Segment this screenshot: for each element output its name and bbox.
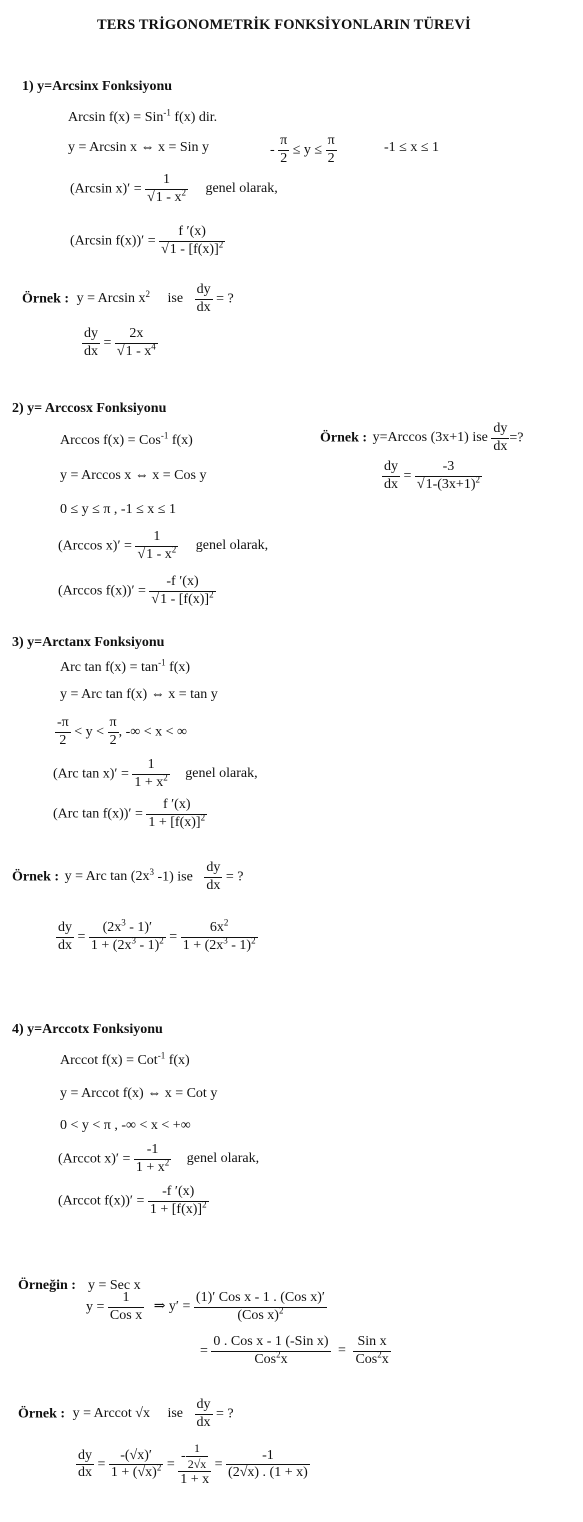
arccos-example-solution: $\frac{dy}{dx}$ = $\frac{-3}{√1-(3x+1)^2}$ xyxy=(384,459,480,492)
arctan-example: Örnek : y = Arc $\tan (2x^3$ -1) ise $\frac{dy}{dx}$ = ? xyxy=(12,860,244,893)
arctan-example-solution: $\frac{dy}{dx}$ = $\frac{(2x^3 - 1)'}{1 + (2x^3 - 1)^2}$ = $\frac{6x^2}{1 + (2x^3 - 1)^2}$ xyxy=(58,917,256,953)
arcsin-general-derivative: (Arcsin f(x))′ = $\frac{f '(x)}{√1 - [f(x)]^2}$ xyxy=(70,224,224,257)
sec-example-result: = $\frac{\text{0 . Cos x - 1 (-Sin x)}}{Cos^2x}$ = $\frac{\text{Sin x}}{Cos^2x}$ xyxy=(200,1334,389,1367)
arccot-general-derivative: (Arccot f(x))′ = $\frac{-f '(x)}{1 + [f(x)]^2}$ xyxy=(58,1184,207,1217)
arccot-range: 0 < y < π , -∞ < x < +∞ xyxy=(60,1118,191,1133)
arctan-general-derivative: (Arc tan f(x))′ = $\frac{f '(x)}{1 + [f(x)]^2}$ xyxy=(53,797,206,830)
arctan-range: $\frac{-\pi}{2}$ < y < $\frac{\pi}{2}$ , -∞ < x < ∞ xyxy=(57,715,188,748)
arctan-equivalence: y = Arc tan f(x) ⇔ x = tan y xyxy=(60,687,218,702)
arcsin-x-range: -1 ≤ x ≤ 1 xyxy=(384,140,440,155)
arccos-range: 0 ≤ y ≤ π , -1 ≤ x ≤ 1 xyxy=(60,502,176,517)
section-2-heading: 2) y= Arccosx Fonksiyonu xyxy=(12,401,167,416)
arcsin-derivative: (Arcsin x)′ = $\frac{1}{√1 - x^2}$ genel olarak, xyxy=(70,172,278,205)
arccos-definition: Arccos f(x) = Cos$^{-1}$ f(x) xyxy=(60,430,193,448)
arccot-example: Örnek : y = Arccot √x ise $\frac{dy}{dx}$ = ? xyxy=(18,1397,234,1430)
sec-example-line1: y = Sec x xyxy=(88,1278,141,1293)
arcsin-y-range: - $\frac{\pi}{2}$ ≤ y ≤ $\frac{\pi}{2}$ xyxy=(270,133,335,166)
arctan-derivative: (Arc tan x)′ = $\frac{1}{1 + x^2}$ genel olarak, xyxy=(53,757,258,790)
arcsin-definition: Arcsin f(x) = Sin$^{-1}$ f(x) dir. xyxy=(68,107,218,125)
arccot-definition: Arccot f(x) = Cot$^{-1}$ f(x) xyxy=(60,1050,190,1068)
arcsin-example-solution: $\frac{dy}{dx}$ = $\frac{2x}{√1 - x^4}$ xyxy=(84,326,156,359)
page-title: TERS TRİGONOMETRİK FONKSİYONLARIN TÜREVİ xyxy=(97,17,471,33)
section-4-heading: 4) y=Arccotx Fonksiyonu xyxy=(12,1022,163,1037)
section-3-heading: 3) y=Arctanx Fonksiyonu xyxy=(12,635,165,650)
sec-example-label: Örneğin : xyxy=(18,1278,76,1293)
arctan-definition: Arc $\tan f(x) = \tan^{-1} f(x)$ xyxy=(60,657,191,675)
arccos-equivalence: y = Arccos x ⇔ x = Cos y xyxy=(60,468,207,483)
arccos-general-derivative: (Arccos f(x))′ = $\frac{-f '(x)}{√1 - [f(x)]^2}$ xyxy=(58,574,214,607)
arccot-equivalence: y = Arccot f(x) ⇔ x = Cot y xyxy=(60,1086,218,1101)
sec-example-line2: y = $\frac{1}{\text{Cos x}}$ ⇒ y′ = $\frac{\text{(1)′ Cos x - 1 . (Cos x)′}}{(Cos x)^2}$ xyxy=(86,1290,325,1323)
arcsin-equivalence: y = Arcsin x ⇔ x = Sin y xyxy=(68,140,210,155)
arccos-derivative: (Arccos x)′ = $\frac{1}{√1 - x^2}$ genel olarak, xyxy=(58,529,269,562)
arccot-example-solution: $\frac{dy}{dx}$ = $\frac{-(√x)'}{1 + (√x)^2}$ = - $\frac{1}{2√x}$ 1 + x = $\frac{-1}{(2√x) . (1 + x)}$ xyxy=(78,1441,308,1488)
arcsin-example: Örnek : y = Arcsin $x^2$ ise $\frac{dy}{dx}$ = ? xyxy=(22,282,234,315)
section-1-heading: 1) y=Arcsinx Fonksiyonu xyxy=(22,79,173,94)
arccot-derivative: (Arccot x)′ = $\frac{-1}{1 + x^2}$ genel olarak, xyxy=(58,1142,260,1175)
arccos-example: Örnek : y=Arccos (3x+1) ise $\frac{dy}{dx}$ =? xyxy=(320,421,524,454)
